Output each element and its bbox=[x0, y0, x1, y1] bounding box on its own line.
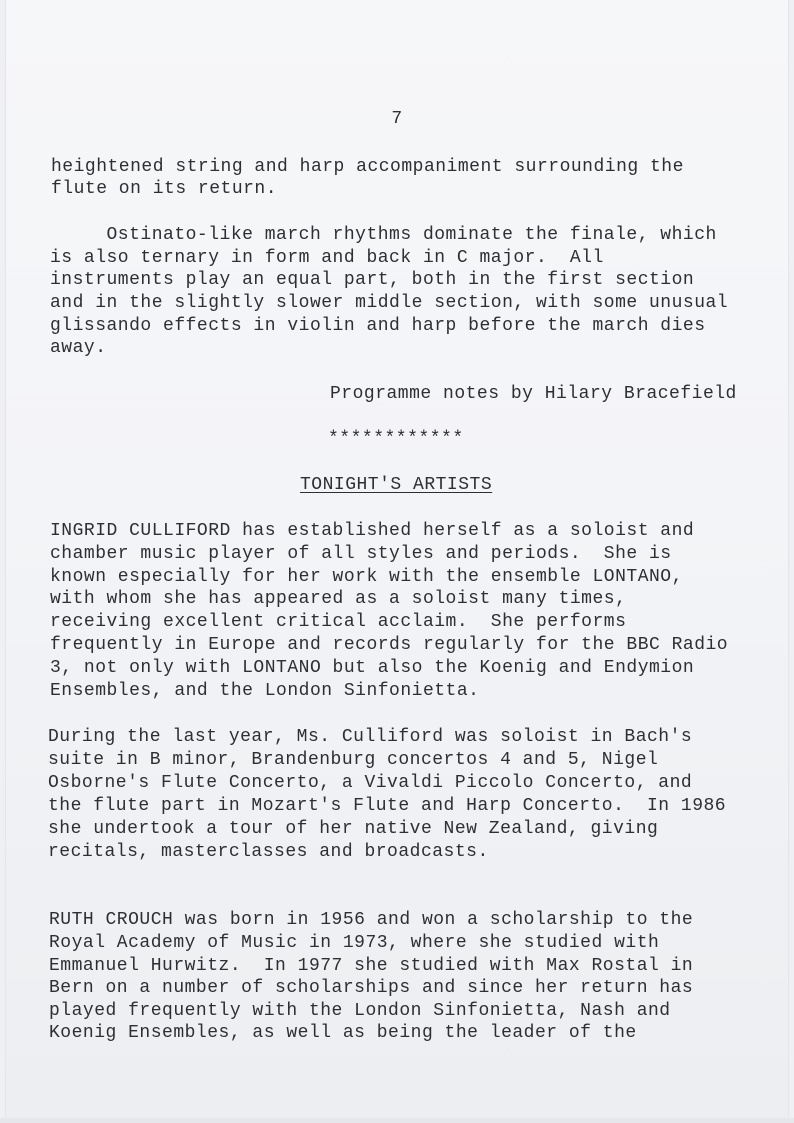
text-line: Emmanuel Hurwitz. In 1977 she studied with Max Rostal in bbox=[49, 956, 694, 976]
text-line: with whom she has appeared as a soloist many times, bbox=[50, 589, 627, 609]
text-line: Bern on a number of scholarships and since her return has bbox=[49, 978, 694, 998]
text-line: and in the slightly slower middle section, with some unusual bbox=[50, 293, 729, 313]
text-line: receiving excellent critical acclaim. She performs bbox=[50, 612, 627, 632]
text-line: flute on its return. bbox=[51, 179, 278, 199]
page-number: 7 bbox=[391, 109, 403, 129]
section-heading: TONIGHT'S ARTISTS bbox=[300, 475, 493, 495]
text-line: 3, not only with LONTANO but also the Koenig and Endymion bbox=[50, 658, 695, 678]
text-line: During the last year, Ms. Culliford was soloist in Bach's bbox=[48, 727, 693, 747]
text-line: is also ternary in form and back in C major. All bbox=[50, 248, 604, 268]
separator-asterisks: ************ bbox=[328, 429, 464, 449]
text-line: Ostinato-like march rhythms dominate the finale, which bbox=[50, 225, 717, 245]
text-line: played frequently with the London Sinfonietta, Nash and bbox=[49, 1001, 671, 1021]
text-line: Koenig Ensembles, as well as being the leader of the bbox=[49, 1023, 637, 1043]
notes-credit: Programme notes by Hilary Bracefield bbox=[330, 384, 737, 404]
text-line: Ensembles, and the London Sinfonietta. bbox=[50, 681, 480, 701]
text-line: suite in B minor, Brandenburg concertos 4 and 5, Nigel bbox=[48, 750, 659, 770]
text-line: Royal Academy of Music in 1973, where she studied with bbox=[49, 933, 660, 953]
text-line: heightened string and harp accompaniment surrounding the bbox=[51, 157, 684, 177]
text-line: instruments play an equal part, both in the first section bbox=[50, 270, 695, 290]
text-line: frequently in Europe and records regularly for the BBC Radio bbox=[50, 635, 729, 655]
text-line: glissando effects in violin and harp before the march dies bbox=[50, 316, 706, 336]
text-line: Osborne's Flute Concerto, a Vivaldi Piccolo Concerto, and bbox=[48, 773, 693, 793]
text-line: known especially for her work with the ensemble LONTANO, bbox=[50, 567, 683, 587]
text-line: RUTH CROUCH was born in 1956 and won a scholarship to the bbox=[49, 910, 694, 930]
text-line: recitals, masterclasses and broadcasts. bbox=[48, 842, 489, 862]
text-line: INGRID CULLIFORD has established herself as a soloist and bbox=[50, 521, 695, 541]
page-edge bbox=[0, 1118, 794, 1123]
text-line: she undertook a tour of her native New Zealand, giving bbox=[48, 819, 659, 839]
text-line: away. bbox=[50, 338, 107, 358]
text-line: the flute part in Mozart's Flute and Harp Concerto. In 1986 bbox=[48, 796, 727, 816]
text-line: chamber music player of all styles and periods. She is bbox=[50, 544, 672, 564]
